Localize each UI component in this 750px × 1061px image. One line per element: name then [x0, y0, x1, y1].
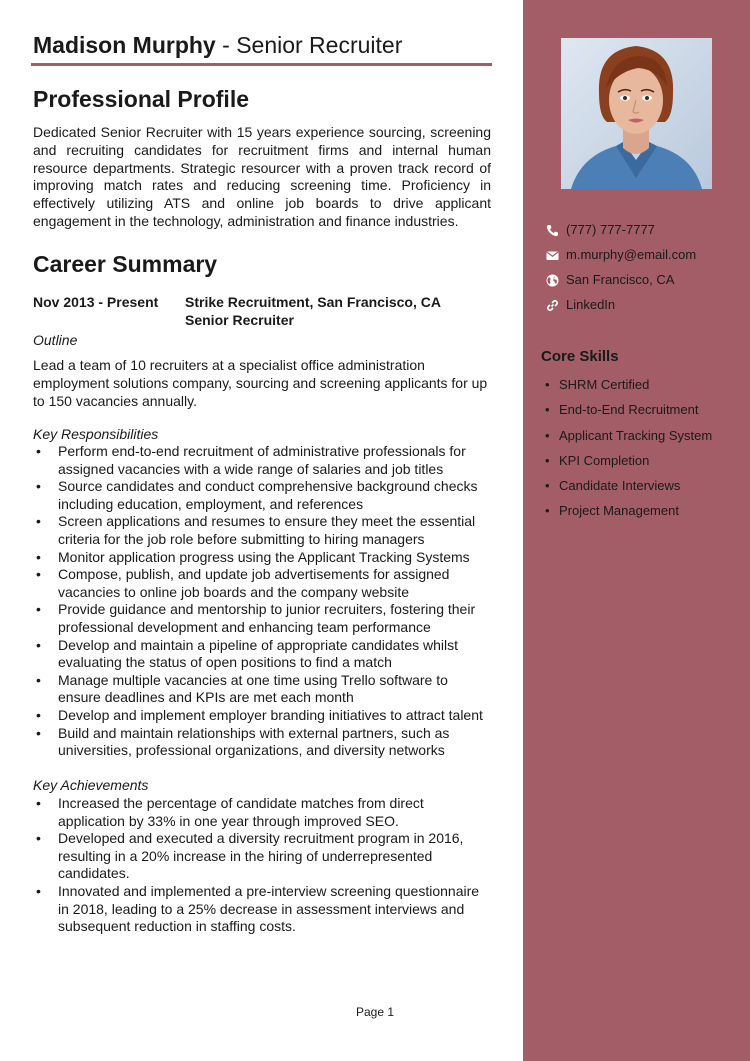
skill-text: Candidate Interviews — [559, 478, 681, 494]
contact-email[interactable] — [546, 247, 696, 263]
profile-photo — [561, 38, 712, 189]
achievements-list — [33, 795, 493, 936]
skill-text: Project Management — [559, 503, 679, 519]
profile-heading: Professional Profile — [33, 86, 250, 112]
skill-item: • Project Management — [545, 503, 679, 519]
list-item-text: Innovated and implemented a pre-interview screening questionnaire in 2018, leading to a 25% decrease in assessment interviews and subsequent reduction in staffing costs. — [58, 882, 480, 935]
list-item-text: Monitor application progress using the Applicant Tracking Systems — [58, 548, 470, 565]
list-item: • Compose, publish, and update job advertisements for assigned vacancies to online job boards and the company website — [36, 566, 450, 600]
page-number: Page 1 — [355, 1005, 395, 1019]
job-title: Senior Recruiter — [236, 32, 403, 58]
list-item: • Build and maintain relationships with external partners, such as universities, professional organizations, and diversity networks — [36, 724, 450, 759]
job-company: Strike Recruitment, San Francisco, CA — [185, 294, 441, 310]
list-item: • Increased the percentage of candidate matches from direct application by 33% in one year through improved SEO. — [36, 795, 424, 829]
list-item: • Source candidates and conduct comprehensive background checks including education, employment, and references — [36, 478, 478, 512]
list-item-text: Developed and executed a diversity recruitment program in 2016, resulting in a 20% increase in the hiring of underrepresented candidates. — [58, 830, 464, 882]
profile-text: Dedicated Senior Recruiter with 15 years experience sourcing, screening and recruiting candidates for recruitment firms and internal human resource departments. Strategic resourcer with a proven track record of improving match rates and reducing screening time. Proficiency in effectively utilizing ATS and online job boards to drive applicant engagement in the technology, administration and finance industries. — [33, 124, 491, 229]
portrait-image — [561, 38, 712, 189]
header-divider — [31, 63, 492, 66]
name-separator: - — [215, 32, 237, 58]
achievements-label: Key Achievements — [33, 777, 149, 793]
career-heading: Career Summary — [33, 251, 218, 277]
list-item: • Manage multiple vacancies at one time using Trello software to ensure deadlines and KPIs are met each month — [36, 671, 448, 706]
core-skills-list — [545, 377, 712, 529]
skill-text: End-to-End Recruitment — [559, 402, 699, 418]
skill-item: • Applicant Tracking System — [545, 427, 713, 443]
list-item-text: Develop and maintain a pipeline of appropriate candidates whilst evaluating the status of open positions to find a match — [58, 636, 459, 671]
list-item: • Develop and implement employer branding initiatives to attract talent — [36, 706, 483, 723]
contact-email-text: m.murphy@email.com — [566, 247, 697, 262]
list-item-text: Build and maintain relationships with external partners, such as universities, professional organizations, and diversity networks — [58, 724, 450, 759]
list-item-text: Source candidates and conduct comprehensive background checks including education, employment, and references — [58, 478, 478, 512]
phone-icon — [546, 224, 559, 237]
list-item: • Developed and executed a diversity recruitment program in 2016, resulting in a 20% increase in the hiring of underrepresented candidates. — [36, 830, 464, 882]
contact-linkedin-text: LinkedIn — [566, 297, 616, 312]
link-icon — [546, 299, 559, 312]
list-item-text: Manage multiple vacancies at one time using Trello software to ensure deadlines and KPIs are met each month — [58, 671, 448, 706]
list-item: • Perform end-to-end recruitment of administrative professionals for assigned vacancies with a wide range of salaries and job titles — [36, 443, 466, 477]
list-item: • Screen applications and resumes to ensure they meet the essential criteria for the job role before submitting to hiring managers — [36, 513, 476, 547]
list-item: • Develop and maintain a pipeline of appropriate candidates whilst evaluating the status of open positions to find a match — [36, 636, 459, 671]
list-item-text: Perform end-to-end recruitment of administrative professionals for assigned vacancies with a wide range of salaries and job titles — [58, 443, 466, 477]
resume-header — [33, 31, 493, 59]
skill-text: KPI Completion — [559, 452, 650, 468]
contact-linkedin[interactable] — [546, 297, 615, 313]
contact-location — [546, 272, 674, 288]
candidate-name: Madison Murphy — [33, 32, 216, 58]
outline-label: Outline — [33, 332, 78, 348]
envelope-icon — [546, 249, 559, 262]
globe-icon — [546, 274, 559, 287]
list-item-text: Provide guidance and mentorship to junior recruiters, fostering their professional development and enhancing team performance — [58, 601, 476, 635]
skill-item: • SHRM Certified — [545, 377, 650, 392]
contact-location-text: San Francisco, CA — [566, 272, 675, 287]
contact-phone — [546, 222, 655, 238]
job-role: Senior Recruiter — [185, 312, 294, 328]
responsibilities-label: Key Responsibilities — [33, 426, 159, 442]
skill-item: • Candidate Interviews — [545, 478, 681, 494]
skill-text: Applicant Tracking System — [559, 427, 713, 443]
skill-item: • KPI Completion — [545, 452, 650, 468]
list-item-text: Increased the percentage of candidate matches from direct application by 33% in one year through improved SEO. — [58, 795, 424, 829]
skill-item: • End-to-End Recruitment — [545, 402, 699, 418]
list-item: • Provide guidance and mentorship to junior recruiters, fostering their professional development and enhancing team performance — [36, 601, 476, 635]
list-item-text: Screen applications and resumes to ensure they meet the essential criteria for the job role before submitting to hiring managers — [58, 513, 476, 547]
responsibilities-list — [33, 443, 493, 760]
job-dates: Nov 2013 - Present — [33, 294, 159, 310]
name-title-line — [33, 31, 493, 59]
list-item: • Monitor application progress using the Applicant Tracking Systems — [36, 548, 470, 565]
list-item: • Innovated and implemented a pre-interview screening questionnaire in 2018, leading to a 25% decrease in assessment interviews and subsequent reduction in staffing costs. — [36, 882, 480, 935]
outline-text: Lead a team of 10 recruiters at a specialist office administration employment solutions company, sourcing and screening applicants for up to 150 vacancies annually. — [33, 357, 488, 409]
list-item-text: Compose, publish, and update job advertisements for assigned vacancies to online job boards and the company website — [58, 566, 450, 600]
contact-phone-text: (777) 777-7777 — [566, 222, 655, 237]
skill-text: SHRM Certified — [559, 377, 650, 392]
core-skills-heading: Core Skills — [541, 348, 619, 365]
list-item-text: Develop and implement employer branding initiatives to attract talent — [58, 706, 483, 723]
